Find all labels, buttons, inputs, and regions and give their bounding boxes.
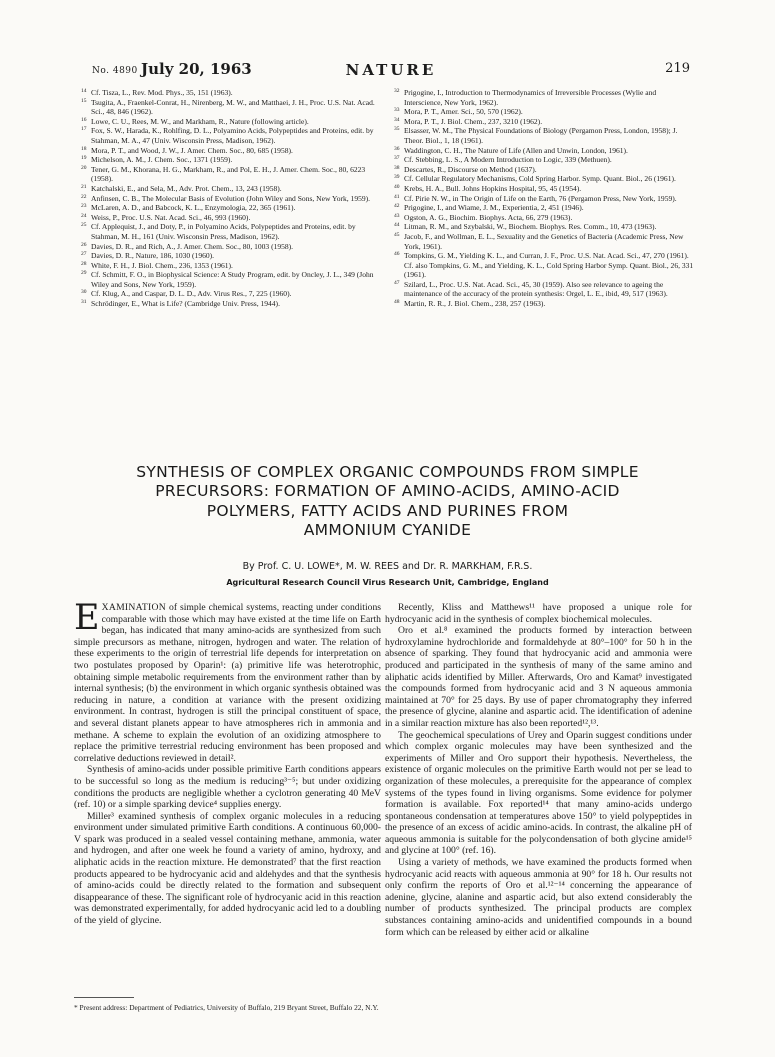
reference-text: Martin, R. R., J. Biol. Chem., 238, 257 (1963). xyxy=(404,299,546,309)
reference-entry xyxy=(394,126,694,145)
reference-number: 24 xyxy=(81,212,87,219)
reference-number: 46 xyxy=(394,251,400,258)
reference-text: Tompkins, G. M., Yielding K. L., and Curran, J. F., Proc. U.S. Nat. Acad. Sci., 47, 270 (1961). Cf. also Tompkins, G. M., and Yielding, K. L., Cold Spring Harbor Symp. Quant. Biol., 26, 331 (1961). xyxy=(404,251,694,280)
reference-entry xyxy=(394,107,694,117)
reference-entry xyxy=(394,174,694,184)
reference-number: 35 xyxy=(394,126,400,133)
reference-entry xyxy=(81,299,381,309)
paragraph: Synthesis of amino-acids under possible primitive Earth conditions appears to be successful so long as the medium is reducing³⁻⁵; but under oxidizing conditions the products are negligible whether a cyclotron generating 40 MeV (ref. 10) or a simple sparking device⁴ supplies energy. xyxy=(74,764,381,811)
reference-text: Mora, P. T., Amer. Sci., 50, 570 (1962). xyxy=(404,107,523,117)
reference-text: McLaren, A. D., and Babcock, K. L., Enzymologia, 22, 365 (1961). xyxy=(91,203,296,213)
footnote-divider xyxy=(74,997,134,998)
drop-cap: E xyxy=(74,598,100,638)
reference-number: 18 xyxy=(81,145,87,152)
reference-entry xyxy=(81,242,381,252)
reference-text: Cf. Klug, A., and Caspar, D. L. D., Adv. Virus Res., 7, 225 (1960). xyxy=(91,289,292,299)
title-line: POLYMERS, FATTY ACIDS AND PURINES FROM xyxy=(206,501,569,520)
reference-number: 15 xyxy=(81,97,87,104)
reference-number: 38 xyxy=(394,164,400,171)
article-title xyxy=(60,463,715,541)
reference-text: Prigogine, I., Introduction to Thermodynamics of Irreversible Processes (Wylie and Interscience, New York, 1962). xyxy=(404,88,657,107)
reference-entry xyxy=(394,194,694,204)
reference-entry xyxy=(394,213,694,223)
journal-title: NATURE xyxy=(345,61,437,79)
issue-date: July 20, 1963 xyxy=(141,60,252,78)
reference-text: Tsugita, A., Fraenkel-Conrat, H., Nirenberg, M. W., and Matthaei, J. H., Proc. U.S. Nat. Acad. Sci., 48, 846 (1962). xyxy=(91,97,375,117)
reference-text: Cf. Tisza, L., Rev. Mod. Phys., 35, 151 (1963). xyxy=(91,88,233,97)
reference-text: Descartes, R., Discourse on Method (1637). xyxy=(404,164,537,174)
reference-entry xyxy=(394,165,694,175)
reference-entry xyxy=(394,88,694,107)
reference-entry xyxy=(394,155,694,165)
reference-text: Schrödinger, E., What is Life? (Cambridge Univ. Press, 1944). xyxy=(91,299,280,309)
reference-entry xyxy=(81,213,381,223)
reference-number: 19 xyxy=(81,155,87,162)
reference-text: Cf. Pirie N. W., in The Origin of Life on the Earth, 76 (Pergamon Press, New York, 1959). xyxy=(404,193,677,203)
reference-number: 47 xyxy=(394,279,400,286)
reference-number: 32 xyxy=(394,88,400,94)
reference-text: Cf. Cellular Regulatory Mechanisms, Cold Spring Harbor. Symp. Quant. Biol., 26 (1961). xyxy=(404,174,676,184)
reference-entry xyxy=(81,261,381,271)
author-affiliation: Agricultural Research Council Virus Research Unit, Cambridge, England xyxy=(226,578,549,587)
reference-text: Szilard, L., Proc. U.S. Nat. Acad. Sci., 45, 30 (1959). Also see relevance to ageing the maintenance of the accuracy of the protein synthesis: Orgel, L. E., ibid, 49, 517 (1963). xyxy=(404,279,668,299)
reference-text: Litman, R. M., and Szybalski, W., Biochem. Biophys. Res. Comm., 10, 473 (1963). xyxy=(404,222,657,232)
reference-text: Cf. Applequist, J., and Doty, P., in Polyamino Acids, Polypeptides and Proteins, edit. by Stahman, M. H., 161 (Univ. Wisconsin Press, Madison, 1962). xyxy=(91,222,356,241)
reference-text: Davies, D. R., Nature, 186, 1030 (1960). xyxy=(91,251,215,261)
reference-number: 29 xyxy=(81,270,87,277)
reference-entry xyxy=(81,270,381,289)
reference-entry xyxy=(81,251,381,261)
reference-list-left xyxy=(81,88,381,309)
reference-text: Krebs, H. A., Bull. Johns Hopkins Hospital, 95, 45 (1954). xyxy=(404,183,582,193)
reference-entry xyxy=(394,280,694,299)
lead-word: XAMINATION xyxy=(101,602,167,613)
reference-entry xyxy=(81,289,381,299)
reference-text: Waddington, C. H., The Nature of Life (Allen and Unwin, London, 1961). xyxy=(404,145,628,155)
reference-text: Michelson, A. M., J. Chem. Soc., 1371 (1959). xyxy=(91,155,233,165)
paragraph: Oro et al.⁸ examined the products formed by interaction between hydroxylamine hydrochloride and formaldehyde at 80°–100° for 50 h in the absence of sparking. They found that hydrocyanic acid and ammonia were produced and participated in the synthesis of many of the same amino and aliphatic acids identified by Miller. Afterwards, Oro and Kamat⁹ investigated the compounds formed from hydrocyanic acid and 3 N aqueous ammonia maintained at 70° for 25 days. By use of paper chromatography they inferred the presence of glycine, alanine and aspartic acid. The identification of adenine in a similar reaction mixture has also been reported¹²,¹³. xyxy=(385,625,692,729)
reference-entry xyxy=(81,184,381,194)
reference-number: 40 xyxy=(394,183,400,190)
reference-entry xyxy=(81,117,381,127)
reference-entry xyxy=(81,155,381,165)
reference-text: Mora, P. T., J. Biol. Chem., 237, 3210 (1962). xyxy=(404,116,543,126)
reference-text: Jacob, F., and Wollman, E. L., Sexuality and the Genetics of Bacteria (Academic Press, New York, 1961). xyxy=(404,231,684,251)
reference-number: 28 xyxy=(81,260,87,267)
title-line: SYNTHESIS OF COMPLEX ORGANIC COMPOUNDS FROM SIMPLE xyxy=(136,463,639,481)
reference-number: 48 xyxy=(394,299,400,306)
reference-text: Lowe, C. U., Rees, M. W., and Markham, R., Nature (following article). xyxy=(91,116,309,126)
title-line: AMMONIUM CYANIDE xyxy=(303,521,472,540)
reference-number: 25 xyxy=(81,222,87,229)
reference-number: 41 xyxy=(394,193,400,200)
reference-number: 27 xyxy=(81,251,87,258)
reference-number: 39 xyxy=(394,174,400,181)
reference-text: Elsasser, W. M., The Physical Foundations of Biology (Pergamon Press, London, 1958); J. Theor. Biol., 1, 18 (1961). xyxy=(404,126,678,145)
reference-number: 33 xyxy=(394,107,400,114)
reference-text: Ogston, A. G., Biochim. Biophys. Acta, 66, 279 (1963). xyxy=(404,212,573,222)
reference-text: Mora, P. T., and Wood, J. W., J. Amer. Chem. Soc., 80, 685 (1958). xyxy=(91,145,293,155)
reference-number: 22 xyxy=(81,193,87,200)
reference-text: White, F. H., J. Biol. Chem., 236, 1353 (1961). xyxy=(91,260,233,270)
reference-entry xyxy=(394,146,694,156)
reference-number: 37 xyxy=(394,155,400,162)
reference-text: Katchalski, E., and Sela, M., Adv. Prot. Chem., 13, 243 (1958). xyxy=(91,183,282,193)
reference-number: 20 xyxy=(81,164,87,171)
reference-entry xyxy=(394,117,694,127)
paragraph: Recently, Kliss and Matthews¹¹ have proposed a unique role for hydrocyanic acid in the synthesis of complex biochemical molecules. xyxy=(385,602,692,625)
reference-text: Weiss, P., Proc. U.S. Nat. Acad. Sci., 46, 993 (1960). xyxy=(91,212,251,222)
reference-number: 36 xyxy=(394,145,400,152)
reference-text: Cf. Stebbing, L. S., A Modern Introduction to Logic, 339 (Methuen). xyxy=(404,155,612,165)
reference-entry xyxy=(394,203,694,213)
reference-entry xyxy=(394,222,694,232)
reference-entry xyxy=(81,165,381,184)
title-line: PRECURSORS: FORMATION OF AMINO-ACIDS, AMINO-ACID xyxy=(155,482,620,501)
reference-number: 31 xyxy=(81,299,87,306)
reference-number: 17 xyxy=(81,126,87,133)
reference-entry xyxy=(394,251,694,280)
page-number: 219 xyxy=(665,61,690,76)
body-column-right xyxy=(385,602,692,938)
author-byline: By Prof. C. U. LOWE*, M. W. REES and Dr. R. MARKHAM, F.R.S. xyxy=(242,561,533,572)
reference-entry xyxy=(81,146,381,156)
reference-entry xyxy=(81,88,381,98)
reference-number: 43 xyxy=(394,212,400,219)
reference-entry xyxy=(81,194,381,204)
reference-number: 44 xyxy=(394,222,400,229)
reference-text: Cf. Schmitt, F. O., in Biophysical Science: A Study Program, edit. by Oncley, J. L., 349 (John Wiley and Sons, New York, 1959). xyxy=(91,270,374,289)
reference-entry xyxy=(81,222,381,241)
reference-number: 23 xyxy=(81,203,87,210)
reference-list-right xyxy=(394,88,694,309)
reference-entry xyxy=(81,98,381,117)
reference-text: Anfinsen, C. B., The Molecular Basis of Evolution (John Wiley and Sons, New York, 1959). xyxy=(91,193,371,203)
reference-entry xyxy=(394,299,694,309)
footnote: * Present address: Department of Pediatrics, University of Buffalo, 219 Bryant Street, Buffalo 22, N.Y. xyxy=(74,1003,379,1012)
reference-number: 42 xyxy=(394,203,400,210)
reference-number: 21 xyxy=(81,183,87,190)
issue-number: No. 4890 xyxy=(92,66,138,76)
reference-text: Prigogine, I., and Wiame, J. M., Experientia, 2, 451 (1946). xyxy=(404,203,584,213)
paragraph: Miller³ examined synthesis of complex organic molecules in a reducing environment under simulated primitive Earth conditions. A continuous 60,000-V spark was produced in a sealed vessel containing methane, ammonia, water and hydrogen, and after one week he found a variety of amino, hydroxy, and aliphatic acids in the reaction mixture. He demonstrated⁷ that the first reaction products appeared to be hydrocyanic acid and aldehydes and that the synthesis of amino-acids could be directly related to the formation and subsequent disappearance of these. The significant role of hydrocyanic acid in this reaction was demonstrated experimentally, for added hydrocyanic acid led to a doubling of the yield of glycine. xyxy=(74,810,381,927)
reference-entry xyxy=(394,232,694,251)
body-column-left xyxy=(74,598,381,927)
reference-text: Tener, G. M., Khorana, H. G., Markham, R., and Pol, E. H., J. Amer. Chem. Soc., 80, 6223 (1958). xyxy=(91,164,366,184)
reference-number: 16 xyxy=(81,116,87,123)
reference-number: 45 xyxy=(394,231,400,238)
reference-entry xyxy=(81,203,381,213)
reference-entry xyxy=(81,126,381,145)
paragraph: of simple chemical systems, reacting under conditions comparable with those which may have existed at the time life on Earth began, has indicated that many amino-acids are synthesized from such simple precursors as methane, nitrogen, hydrogen and water. The relation of these experiments to the origin of terrestrial life depends for interpretation on two postulates proposed by Oparin¹: (a) primitive life was heterotrophic, obtaining simple metabolic requirements from the environment rather than by internal synthesis; (b) the environment in which organic synthesis obtained was reducing in nature, a condition at variance with the present oxidizing environment. In contrast, hydrogen is still the principal constituent of space, and several distant planets appear to have atmospheres rich in ammonia and methane. A scheme to explain the evolution of an oxidizing atmosphere to replace the primitive terrestrial reducing environment has been proposed and correlative deductions reviewed in detail². xyxy=(74,602,381,764)
reference-number: 26 xyxy=(81,241,87,248)
reference-number: 14 xyxy=(81,88,87,94)
reference-entry xyxy=(394,184,694,194)
reference-text: Fox, S. W., Harada, K., Rohlfing, D. L., Polyamino Acids, Polypeptides and Proteins, edit. by Stahman, M. A., 47 (Univ. Wisconsin Press, Madison, 1962). xyxy=(91,126,374,145)
page-header xyxy=(92,60,690,82)
paragraph: The geochemical speculations of Urey and Oparin suggest conditions under which complex organic molecules may have been synthesized and the experiments of Miller and Oro support their hypothesis. Nevertheless, the existence of organic molecules on the primitive Earth would not per se lead to organization of these molecules, a prerequisite for the appearance of complex systems of the types found in living organisms. Some evidence for polymer formation is available. Fox reported¹⁴ that many amino-acids undergo spontaneous condensation at temperatures above 150° to yield polypeptides in the presence of an excess of acidic amino-acids. In contrast, the alkaline pH of aqueous ammonia is suitable for the polycondensation of both glycine amide¹⁵ and glycine at 100° (ref. 16). xyxy=(385,729,692,857)
reference-number: 30 xyxy=(81,289,87,296)
paragraph: Using a variety of methods, we have examined the products formed when hydrocyanic acid reacts with aqueous ammonia at 90° for 18 h. Our results not only confirm the reports of Oro et al.¹²⁻¹⁴ concerning the appearance of adenine, glycine, alanine and aspartic acid, but also extend considerably the number of products synthesized. The principal products are complex substances containing amino-acids and unidentified compounds in a bound form which can be released by either acid or alkaline xyxy=(385,857,692,938)
reference-number: 34 xyxy=(394,116,400,123)
reference-text: Davies, D. R., and Rich, A., J. Amer. Chem. Soc., 80, 1003 (1958). xyxy=(91,241,294,251)
